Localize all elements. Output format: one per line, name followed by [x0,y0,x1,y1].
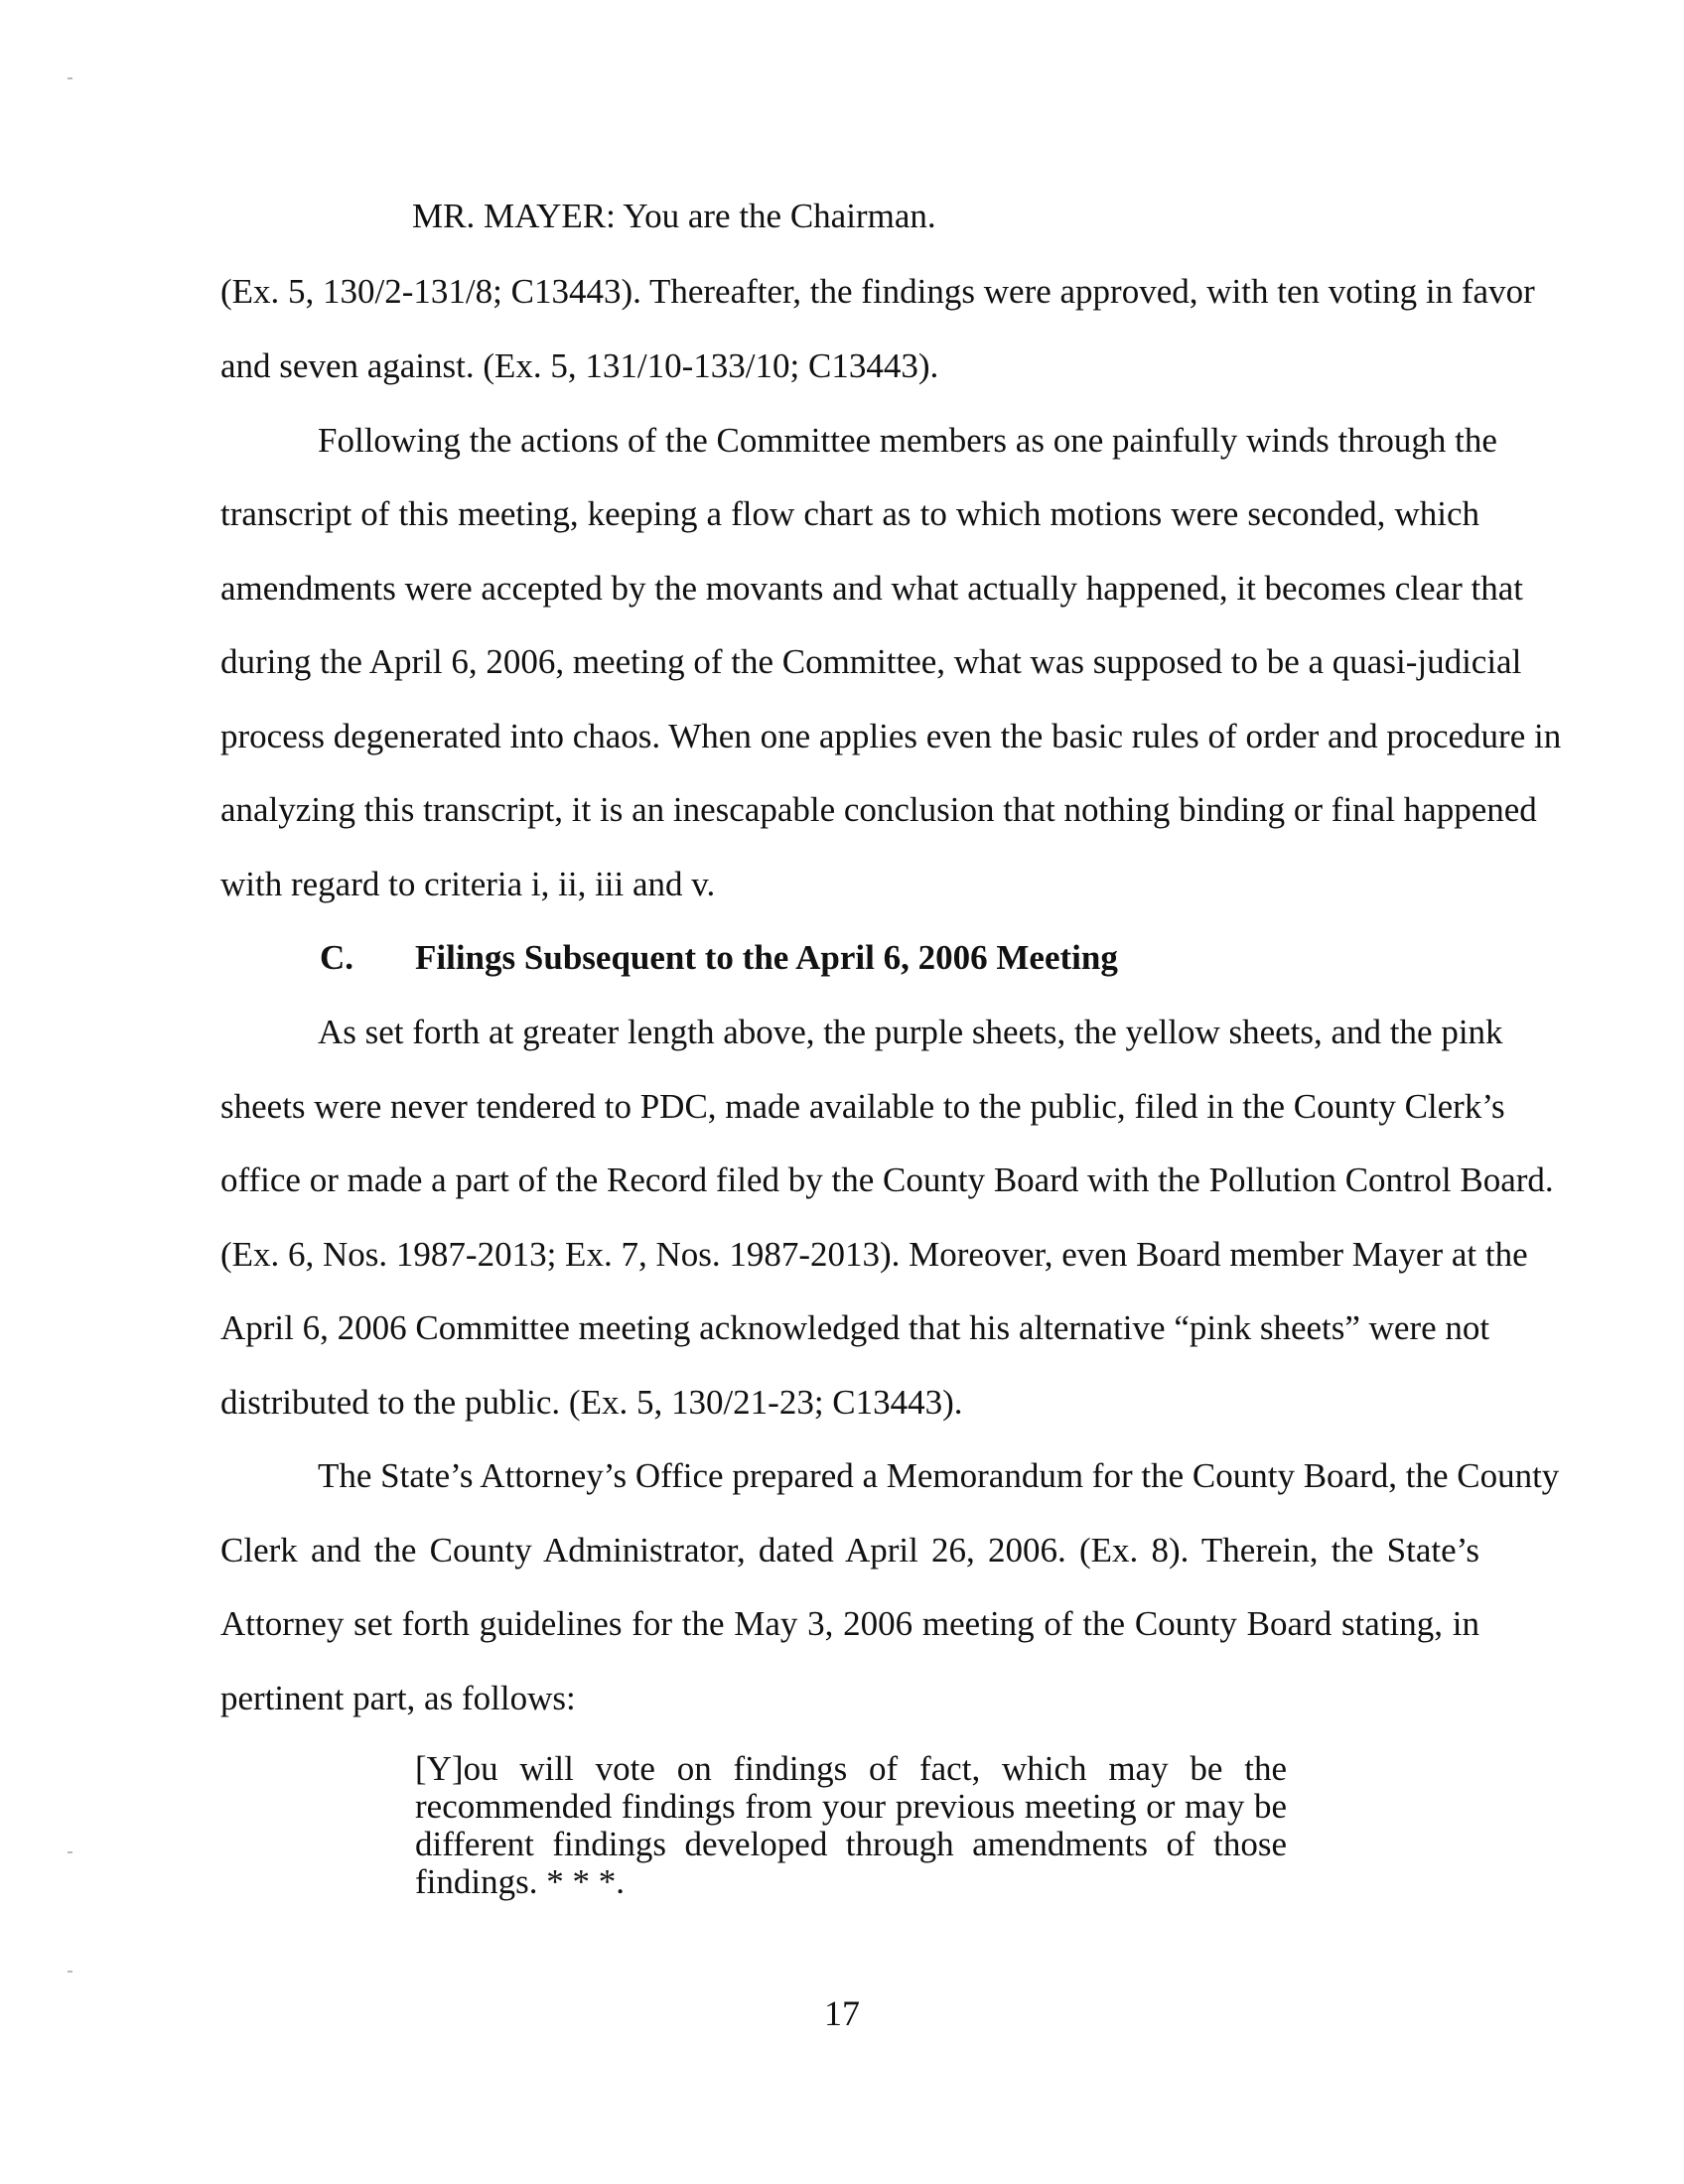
text-line: sheets were never tendered to PDC, made available to the public, filed in the County Clerk’s [220,1087,1505,1126]
text-line: Following the actions of the Committee members as one painfully winds through the [318,421,1497,460]
text-line: Clerk and the County Administrator, dated April 26, 2006. (Ex. 8). Therein, the State’s [220,1531,1479,1570]
margin-mark [68,1971,72,1973]
text-line: (Ex. 6, Nos. 1987-2013; Ex. 7, Nos. 1987-2013). Moreover, even Board member Mayer at the [220,1235,1528,1274]
text-line: As set forth at greater length above, the purple sheets, the yellow sheets, and the pink [318,1013,1503,1051]
text-line: amendments were accepted by the movants and what actually happened, it becomes clear that [220,569,1523,608]
text-line: pertinent part, as follows: [220,1679,576,1717]
quote-line: recommended findings from your previous meeting or may be [415,1787,1287,1826]
text-line: transcript of this meeting, keeping a flow chart as to which motions were seconded, which [220,494,1479,533]
speaker-line: MR. MAYER: You are the Chairman. [412,197,936,235]
text-line: process degenerated into chaos. When one applies even the basic rules of order and procedure in [220,717,1562,755]
margin-mark [68,77,72,79]
quote-line: [Y]ou will vote on findings of fact, which may be the [415,1749,1287,1788]
section-title: Filings Subsequent to the April 6, 2006 Meeting [415,938,1118,977]
margin-mark [68,1851,72,1853]
text-line: The State’s Attorney’s Office prepared a Memorandum for the County Board, the County [318,1456,1560,1495]
section-letter: C. [320,938,354,977]
text-line: analyzing this transcript, it is an inescapable conclusion that nothing binding or final happened [220,790,1537,829]
text-line: office or made a part of the Record filed by the County Board with the Pollution Control Board. [220,1160,1554,1199]
section-heading [320,938,1118,978]
text-line: during the April 6, 2006, meeting of the Committee, what was supposed to be a quasi-judicial [220,642,1522,681]
text-line: and seven against. (Ex. 5, 131/10-133/10; C13443). [220,346,939,385]
quote-line: different findings developed through amendments of those [415,1825,1287,1863]
page-number: 17 [824,1993,860,2033]
text-line: distributed to the public. (Ex. 5, 130/21-23; C13443). [220,1383,963,1422]
quote-line: findings. * * *. [415,1862,625,1901]
text-line: with regard to criteria i, ii, iii and v. [220,865,716,903]
text-line: Attorney set forth guidelines for the May 3, 2006 meeting of the County Board stating, in [220,1604,1479,1643]
text-line: (Ex. 5, 130/2-131/8; C13443). Thereafter, the findings were approved, with ten voting in favor [220,272,1535,311]
text-line: April 6, 2006 Committee meeting acknowledged that his alternative “pink sheets” were not [220,1308,1490,1347]
